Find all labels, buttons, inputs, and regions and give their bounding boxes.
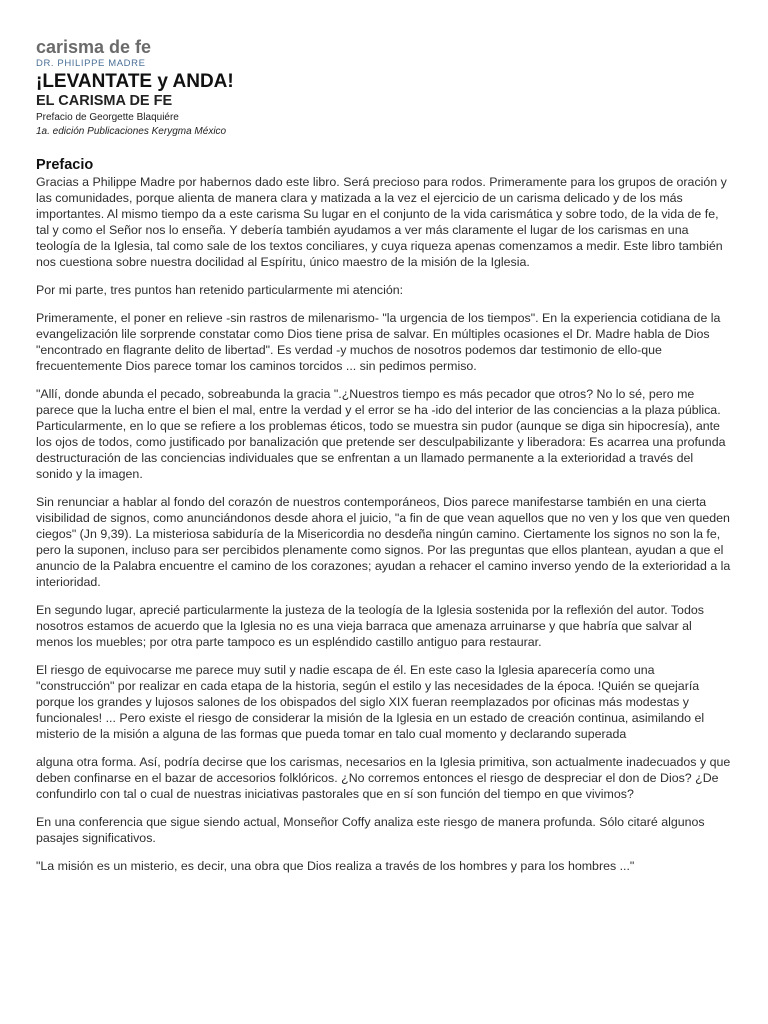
document-title: carisma de fe <box>36 37 152 57</box>
preface-author: Prefacio de Georgette Blaquiére <box>36 112 179 123</box>
paragraph: El riesgo de equivocarse me parece muy sutil y nadie escapa de él. En este caso la Iglesia aparecería como una "construcción" por realizar en cada etapa de la historia, según el estilo y las necesidades de la época. !Quién se quejaría porque los grandes y lujosos salones de los obispados del siglo XIX fueran reemplazados por oficinas más modestas y funcionales! ... Pero existe el riesgo de considerar la misión de la Iglesia en un estado de creación continua, asimilando el misterio de la misión a alguna de las formas que pueda tomar en talo cual momento y declarando superada <box>36 663 705 741</box>
paragraph: Gracias a Philippe Madre por habernos dado este libro. Será precioso para rodos. Primeramente para los grupos de oración y las comunidades, porque alienta de manera clara y matizada a la vez el ejercicio de un carisma delicado y de los más importantes. Al mismo tiempo da a este carisma Su lugar en el conjunto de la vida carismática y sobre todo, de la vida de fe, tal y como el Señor nos lo enseña. Y debería también ayudamos a ver más claramente el lugar de los carismas en una teología de la Iglesia, tal como sale de los textos conciliares, y cuya riqueza apenas comenzamos a medir. Este libro también nos cuestiona sobre nuestra docilidad al Espíritu, único maestro de la misión de la Iglesia. <box>36 175 727 269</box>
body-text <box>36 174 736 874</box>
edition-info: 1a. edición Publicaciones Kerygma México <box>36 126 227 137</box>
paragraph: Sin renunciar a hablar al fondo del corazón de nuestros contemporáneos, Dios parece manifestarse también en una cierta visibilidad de signos, como anunciándonos desde ahora el juicio, "a fin de que vean aquellos que no ven y los que ven queden ciegos" (Jn 9,39). La misteriosa sabiduría de la Misericordia no desdeña ningún camino. Ciertamente los signos no son la fe, pero la suponen, incluso para ser percibidos plenamente como signos. Por las preguntas que ellos plantean, ayudan a que el anuncio de la Palabra encuentre el camino de los corazones; ayudan a rehacer el camino inverso yendo de la exterioridad a la interioridad. <box>36 495 731 589</box>
paragraph: Por mi parte, tres puntos han retenido particularmente mi atención: <box>36 283 404 297</box>
book-title: ¡LEVANTATE y ANDA! <box>36 71 234 92</box>
book-subtitle: EL CARISMA DE FE <box>36 93 173 109</box>
section-heading-prefacio: Prefacio <box>36 157 94 173</box>
paragraph: En segundo lugar, aprecié particularmente la justeza de la teología de la Iglesia sostenida por la reflexión del autor. Todos nosotros estamos de acuerdo que la Iglesia no es una vieja barraca que amenaza arruinarse y que habría que salvar al menos los muebles; por otra parte tampoco es un espléndido castillo antiguo para restaurar. <box>36 603 704 649</box>
paragraph: "La misión es un misterio, es decir, una obra que Dios realiza a través de los hombres y para los hombres ..." <box>36 859 635 873</box>
paragraph: Primeramente, el poner en relieve -sin rastros de milenarismo- "la urgencia de los tiempos". En la experiencia cotidiana de la evangelización lile sorprende constatar como Dios tiene prisa de salvar. En múltiples ocasiones el Dr. Madre habla de Dios "encontrado en flagrante delito de libertad". Es verdad -y muchos de nosotros podemos dar testimonio de ello-que frecuentemente Dios parece tomar los caminos torcidos ... sin pedimos permiso. <box>36 311 721 373</box>
paragraph: "Allí, donde abunda el pecado, sobreabunda la gracia ".¿Nuestros tiempo es más pecador que otros? No lo sé, pero me parece que la lucha entre el bien el mal, entre la verdad y el error se ha -ido del interior de las conciencias a la plaza pública. Particularmente, en lo que se refiere a los problemas éticos, todo se muestra sin pudor (aunque se diga sin hipocresía), ante los ojos de todos, como justificado por banalización que pretende ser desculpabilizante y liberadora: Es acarrea una profunda destructuración de las conciencias individuales que se enfrentan a un llamado permanente a la exterioridad a través del sonido y la imagen. <box>36 387 726 481</box>
document-page <box>36 36 736 886</box>
paragraph: alguna otra forma. Así, podría decirse que los carismas, necesarios en la Iglesia primitiva, son actualmente inadecuados y que deben confinarse en el bazar de accesorios folklóricos. ¿No corremos entonces el riesgo de despreciar el don de Dios? ¿De confundirlo con tal o cual de nuestras iniciativas pastorales que en sí son función del tiempo en que vivimos? <box>36 755 731 801</box>
paragraph: En una conferencia que sigue siendo actual, Monseñor Coffy analiza este riesgo de manera profunda. Sólo citaré algunos pasajes significativos. <box>36 815 705 845</box>
author-name: DR. PHILIPPE MADRE <box>36 58 146 69</box>
